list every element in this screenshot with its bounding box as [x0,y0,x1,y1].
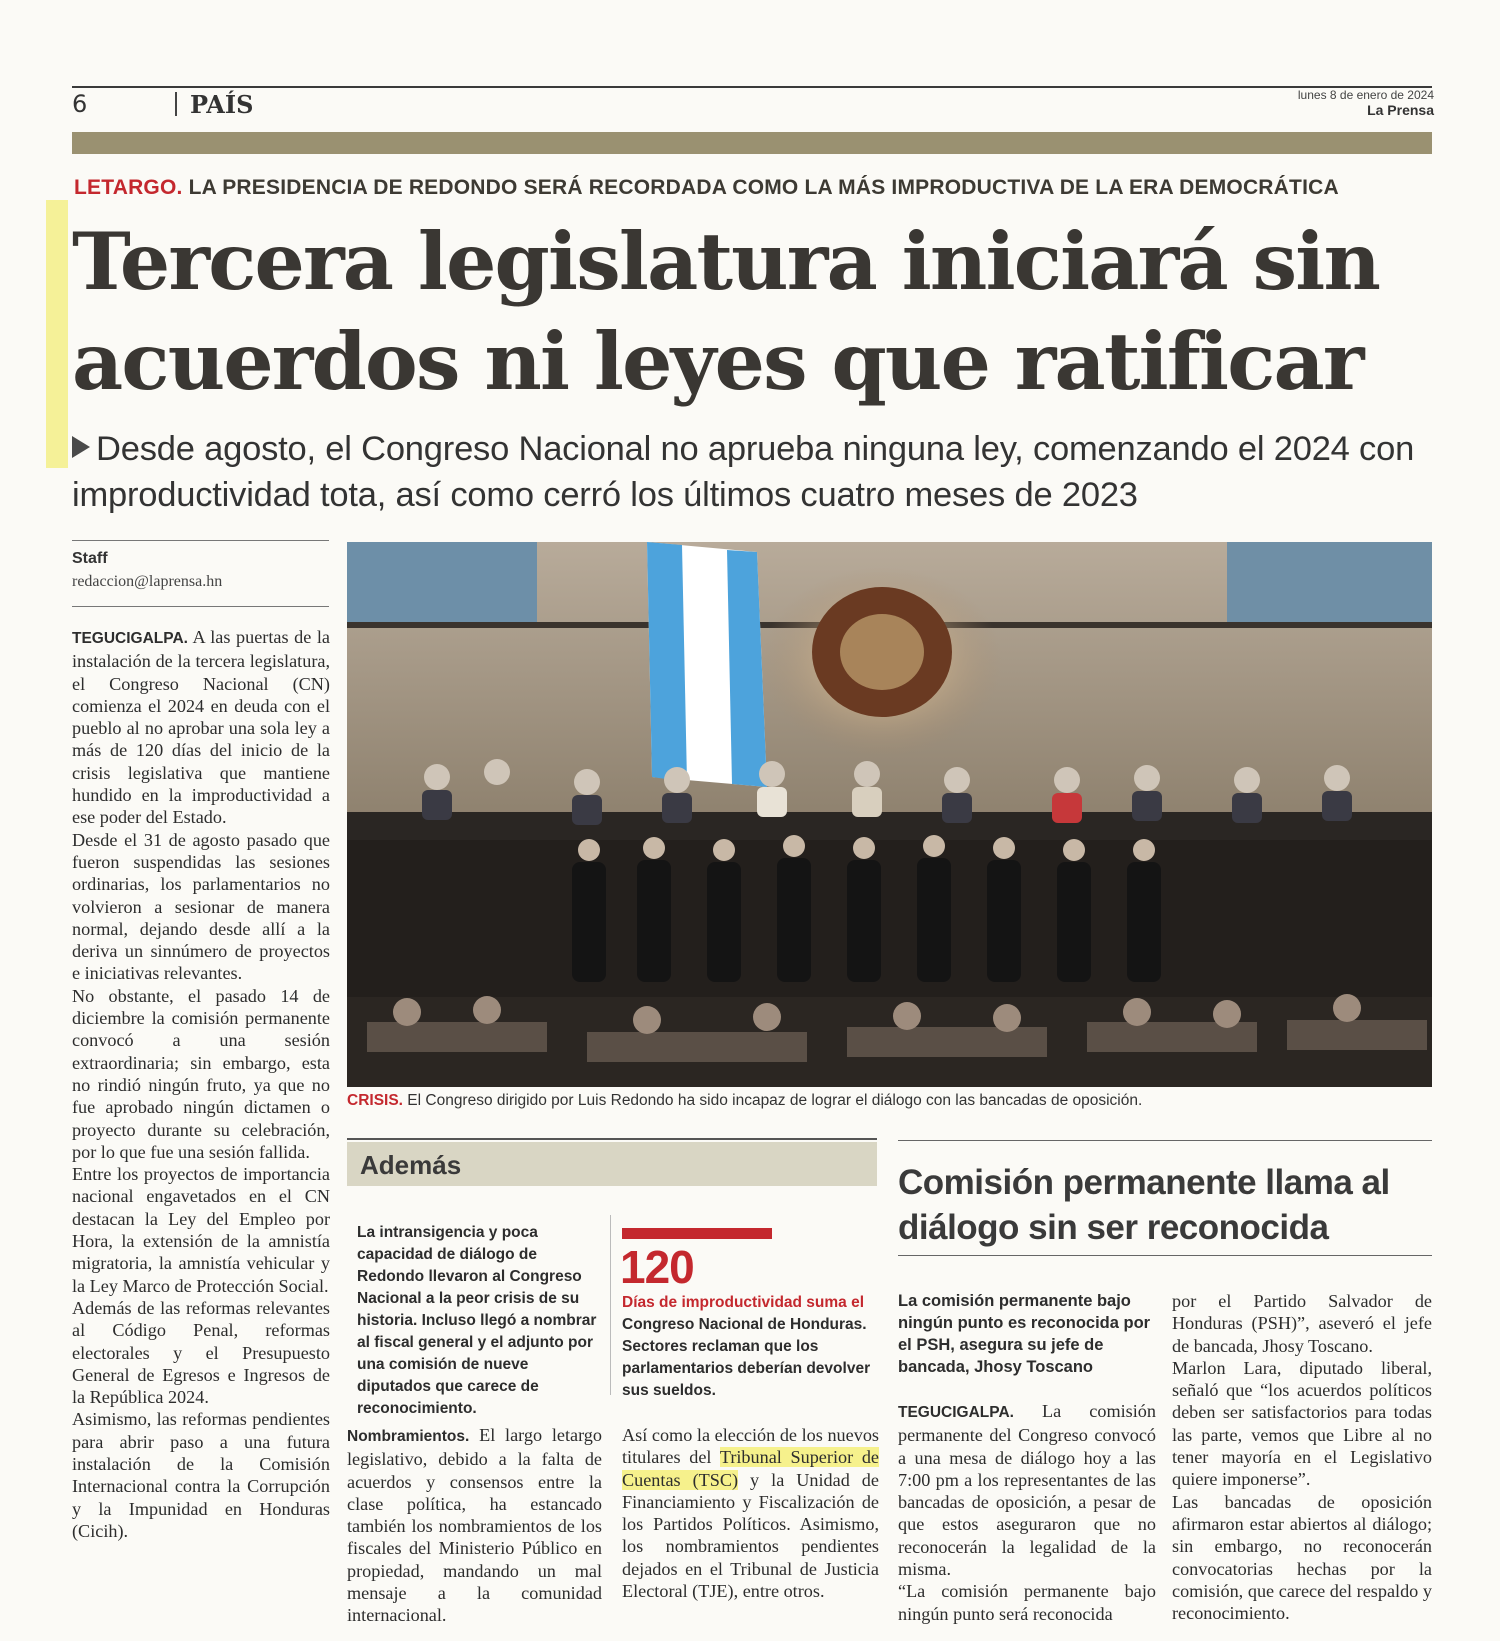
subhead-nombramientos: Nombramientos. [347,1428,470,1445]
sidebar-column-1 [898,1400,1156,1625]
kicker-tag: LETARGO. [74,176,183,199]
article-paragraph: Asimismo, las reformas pendientes para abrir paso a una futura instalación de la Comisión Internacional contra la Corrupción y la Impunidad en Honduras (Cicih). [72,1409,330,1541]
newspaper-name: La Prensa [1367,102,1434,118]
photo-caption: CRISIS. El Congreso dirigido por Luis Redondo ha sido incapaz de lograr el diálogo con las bancadas de oposición. [347,1092,1143,1109]
stat-red-bar [622,1228,772,1239]
dateline: TEGUCIGALPA. [72,630,188,647]
article-column-1 [72,626,330,1542]
ademas-rule [347,1138,877,1140]
byline-name: Staff [72,550,108,567]
kicker-text: LA PRESIDENCIA DE REDONDO SERÁ RECORDADA COMO LA MÁS IMPRODUCTIVA DE LA ERA DEMOCRÁTICA [182,176,1339,199]
sidebar-paragraph: Las bancadas de oposición afirmaron estar abiertos al diálogo; sin embargo, no reconocerán convocatorias hechas por la comisión, que carece del respaldo y reconocimiento. [1172,1491,1432,1624]
sidebar-dateline: TEGUCIGALPA. [898,1404,1014,1421]
highlighter-mark [46,200,68,468]
ademas-title: Además [360,1150,462,1180]
sidebar-paragraph: “La comisión permanente bajo ningún punto será reconocida [898,1581,1156,1624]
headline: Tercera legislatura iniciará sin acuerdos ni leyes que ratificar [72,215,1380,408]
sidebar-lead: La comisión permanente bajo ningún punto es reconocida por el PSH, asegura su jefe de bancada, Jhosy Toscano [898,1292,1151,1376]
article-paragraph: Así como la elección de los nuevos titulares del Tribunal Superior de Cuentas (TSC) y la Unidad de Financiamiento y Fiscalización de los Partidos Políticos. Asimismo, los nombramientos pendientes dejados en el Tribunal de Justicia Electoral (TJE), entre otros. [622,1425,879,1602]
byline-email: redaccion@laprensa.hn [72,573,223,590]
article-paragraph: Entre los proyectos de importancia nacional engavetados en el CN destacan la Ley del Empleo por Hora, la extensión de la amnistía migratoria, la amnistía vehicular y la Ley Marco de Protección Social. [72,1164,330,1296]
header-rule [72,86,1432,88]
issue-date: lunes 8 de enero de 2024 [1297,88,1434,102]
page-number: 6 [72,90,88,118]
section-color-bar [72,132,1432,154]
article-column-3 [622,1424,879,1602]
congress-photo [347,542,1432,1087]
section-label: PAÍS [190,90,254,119]
stat-label: Días de improductividad suma el Congreso Nacional de Honduras. Sectores reclaman que los parlamentarios deberían devolver sus sueldos. [622,1294,871,1399]
article-paragraph: Nombramientos. El largo letargo legislativo, debido a la falta de acuerdos y consensos entre la clase política, ha estancado también los nombramientos de los fiscales del Ministerio Público en propiedad, mandando un mal mensaje a la comunidad internacional. [347,1425,602,1626]
sidebar-title: Comisión permanente llama al diálogo sin ser reconocida [898,1163,1390,1247]
sidebar-column-2 [1172,1290,1432,1624]
article-column-2 [347,1424,602,1627]
ademas-divider [610,1215,611,1395]
sidebar-rule [898,1140,1432,1141]
kicker [74,176,1339,200]
sidebar-rule [898,1255,1432,1256]
highlighted-text: Tribunal Superior de Cuentas (TSC) [622,1447,879,1490]
sidebar-paragraph: por el Partido Salvador de Honduras (PSH)”, aseveró el jefe de bancada, Jhosy Toscano. [1172,1291,1432,1356]
article-paragraph: TEGUCIGALPA. A las puertas de la instalación de la tercera legislatura, el Congreso Nacional (CN) comienza el 2024 en deuda con el pueblo al no aprobar una sola ley a más de 120 días del inicio de la crisis legislativa que mantiene hundido en la improductividad a ese poder del Estado. [72,627,330,828]
caption-tag: CRISIS. [347,1092,403,1109]
article-paragraph: Desde el 31 de agosto pasado que fueron suspendidas las sesiones ordinarias, los parlamentarios no volvieron a sesionar de manera normal, dejando desde allí a la deriva un sinnúmero de proyectos e iniciativas relevantes. [72,829,330,984]
stat-number: 120 [620,1241,694,1293]
section-divider [175,92,177,116]
sidebar-paragraph: Marlon Lara, diputado liberal, señaló que “los acuerdos políticos deben ser satisfactorios para todas las parte, vemos que Libre al no tener mayoría en el Legislativo quiere imponerse”. [1172,1357,1432,1490]
byline-rule [72,606,329,607]
article-paragraph: No obstante, el pasado 14 de diciembre la comisión permanente convocó a una sesión extraordinaria; sin embargo, esta no rindió ningún fruto, ya que no fue aprobado ningún dictamen o proyecto durante su celebración, por lo que fue una sesión fallida. [72,985,330,1162]
byline-rule [72,540,329,541]
deck: Desde agosto, el Congreso Nacional no aprueba ninguna ley, comenzando el 2024 con improductividad tota, así como cerró los últimos cuatro meses de 2023 [72,430,1415,514]
sidebar-paragraph: TEGUCIGALPA. La comisión permanente del Congreso convocó a una mesa de diálogo hoy a las 7:00 pm a los representantes de las bancadas de oposición, a pesar de que estos aseguraron que no reconocerán la legalidad de la misma. [898,1401,1156,1580]
ademas-text: La intransigencia y poca capacidad de diálogo de Redondo llevaron al Congreso Nacional a la peor crisis de su historia. Incluso llegó a nombrar al fiscal general y el adjunto por una comisión de nueve diputados que carece de reconocimiento. [357,1224,597,1417]
article-paragraph: Además de las reformas relevantes al Código Penal, reformas electorales y el Presupuesto General de Egresos e Ingresos de la República 2024. [72,1297,330,1408]
